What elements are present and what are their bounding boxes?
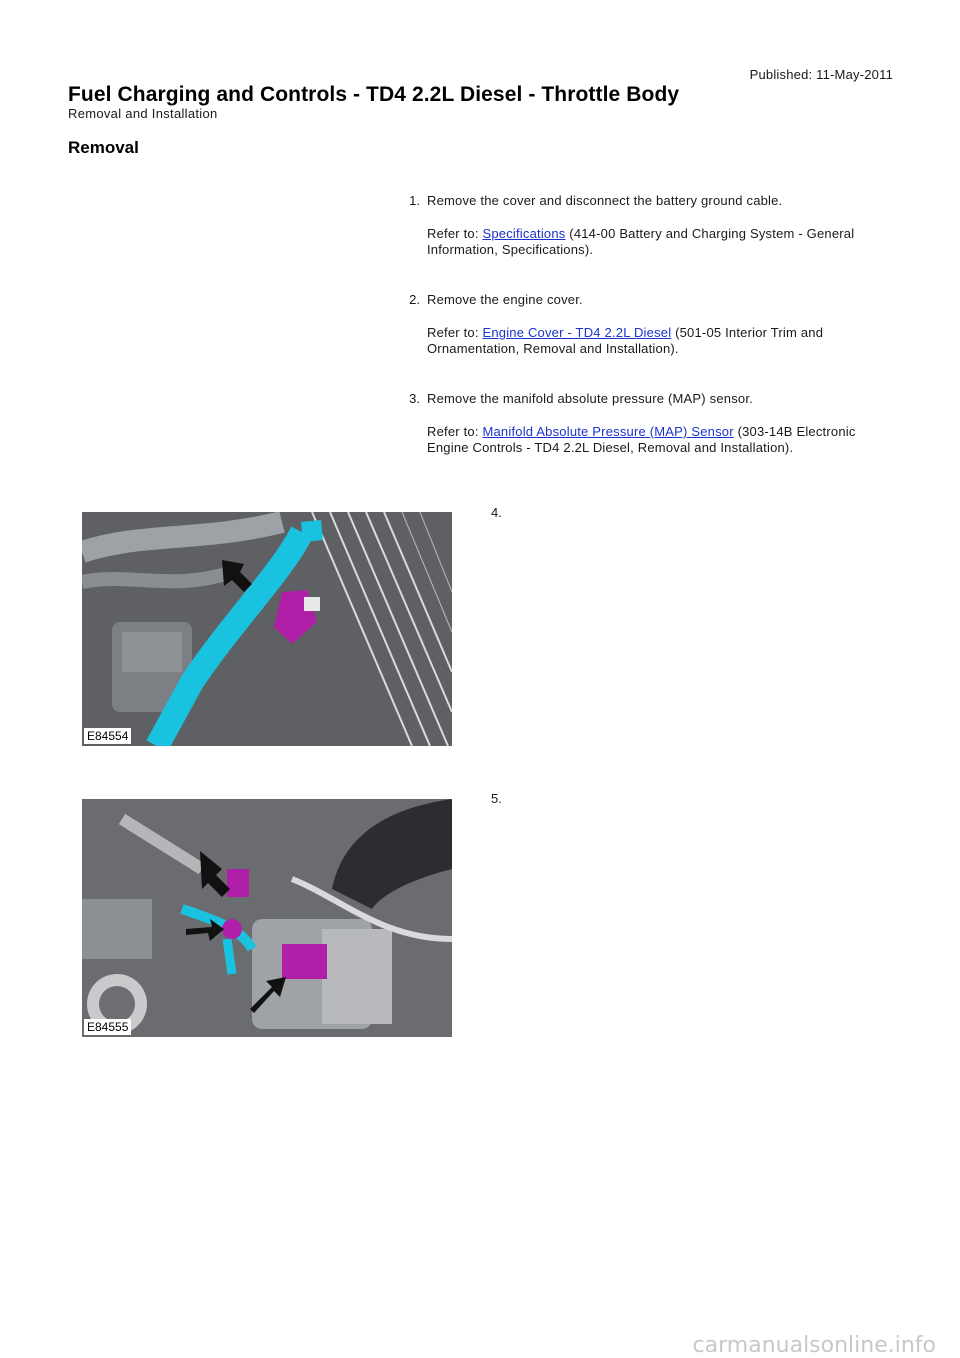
refer-suffix: (414-00 Battery and Charging System - General Information, Specifications). — [427, 226, 855, 257]
figure-step-number: 5. — [491, 791, 502, 806]
step-reference — [427, 226, 887, 258]
figure-step-number: 4. — [491, 505, 502, 520]
step-reference — [427, 325, 887, 357]
step-instruction: Remove the cover and disconnect the battery ground cable. — [427, 193, 783, 208]
figure-e84555 — [82, 799, 452, 1037]
map-sensor-link[interactable]: Manifold Absolute Pressure (MAP) Sensor — [482, 424, 734, 439]
step-number: 3. — [409, 391, 420, 406]
step-number: 1. — [409, 193, 420, 208]
refer-prefix: Refer to: — [427, 325, 483, 340]
throttle-body-illustration-image — [82, 799, 452, 1037]
section-title: Removal — [68, 138, 139, 157]
page-title: Fuel Charging and Controls - TD4 2.2L Diesel - Throttle Body — [68, 83, 680, 106]
step-number: 2. — [409, 292, 420, 307]
refer-suffix: (501-05 Interior Trim and Ornamentation, Removal and Installation). — [427, 325, 824, 356]
figure-label: E84554 — [84, 728, 131, 744]
refer-prefix: Refer to: — [427, 226, 483, 241]
specifications-link[interactable]: Specifications — [482, 226, 566, 241]
engine-cover-link[interactable]: Engine Cover - TD4 2.2L Diesel — [482, 325, 672, 340]
step-instruction: Remove the manifold absolute pressure (MAP) sensor. — [427, 391, 753, 406]
watermark: carmanualsonline.info — [692, 1333, 936, 1358]
figure-label: E84555 — [84, 1019, 131, 1035]
figure-e84554 — [82, 512, 452, 746]
page-subtitle: Removal and Installation — [68, 106, 218, 121]
refer-prefix: Refer to: — [427, 424, 483, 439]
step-instruction: Remove the engine cover. — [427, 292, 583, 307]
engine-illustration-image — [82, 512, 452, 746]
refer-suffix: (303-14B Electronic Engine Controls - TD4 2.2L Diesel, Removal and Installation). — [427, 424, 856, 455]
step-reference — [427, 424, 887, 456]
published-date: Published: 11-May-2011 — [749, 67, 893, 82]
